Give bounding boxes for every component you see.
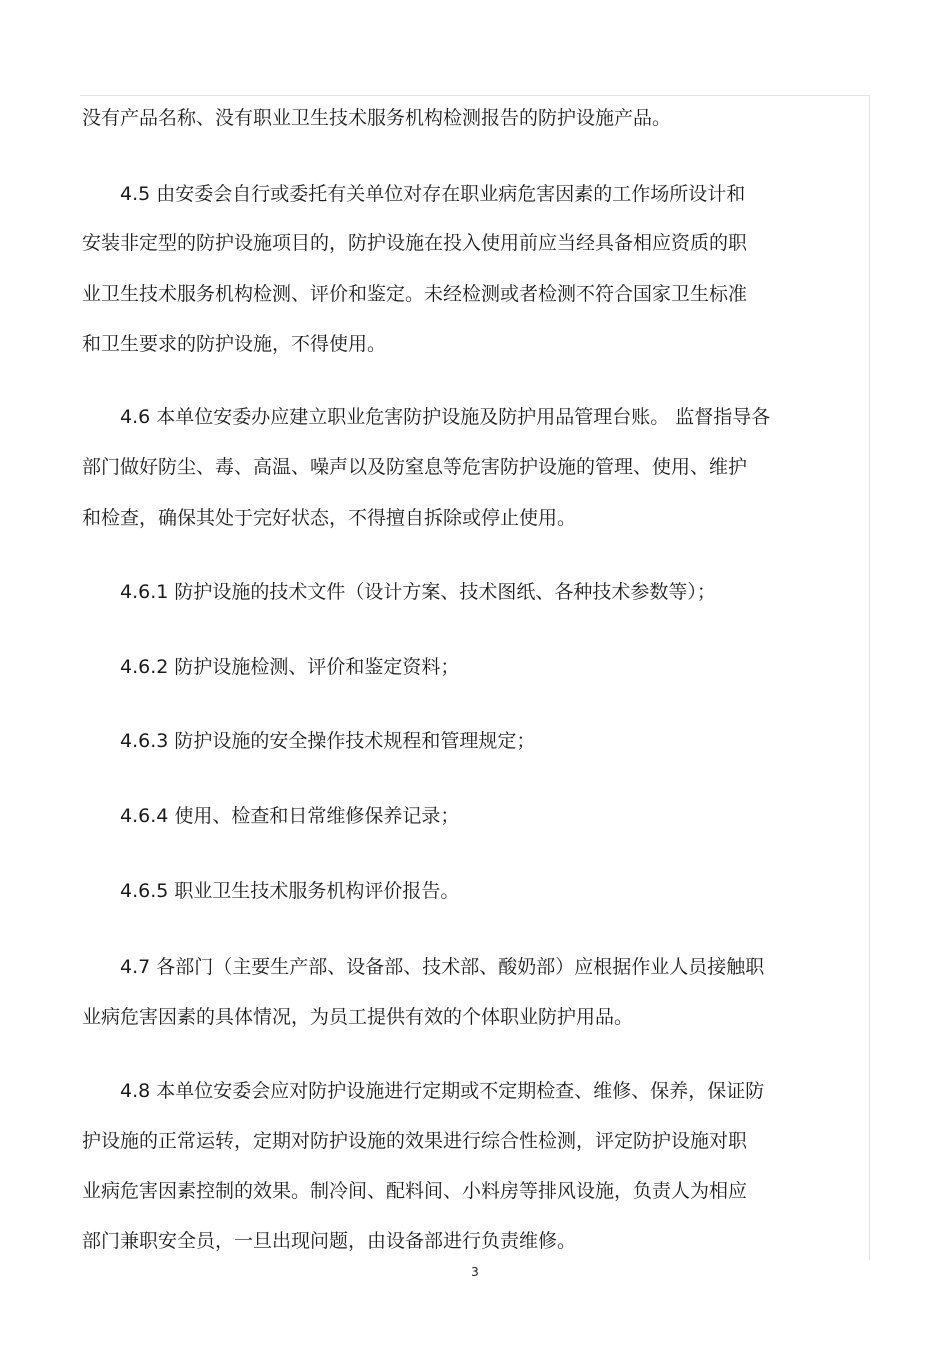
- clause-4-8: 4.8 本单位安委会应对防护设施进行定期或不定期检查、维修、保养，保证防: [120, 1080, 765, 1102]
- text-line-18: 业病危害因素控制的效果。制冷间、配料间、小料房等排风设施，负责人为相应: [82, 1180, 748, 1202]
- text-line-7: 部门做好防尘、毒、高温、噪声以及防窒息等危害防护设施的管理、使用、维护: [82, 456, 748, 478]
- clause-4-6: 4.6 本单位安委办应建立职业危害防护设施及防护用品管理台账。 监督指导各: [120, 406, 771, 428]
- clause-4-6-3: 4.6.3 防护设施的安全操作技术规程和管理规定；: [120, 730, 536, 752]
- text-line-8: 和检查，确保其处于完好状态，不得擅自拆除或停止使用。: [82, 507, 577, 529]
- clause-4-6-5: 4.6.5 职业卫生技术服务机构评价报告。: [120, 880, 460, 902]
- clause-4-7: 4.7 各部门（主要生产部、设备部、技术部、酸奶部）应根据作业人员接触职: [120, 956, 765, 978]
- clause-4-5: 4.5 由安委会自行或委托有关单位对存在职业病危害因素的工作场所设计和: [120, 183, 746, 205]
- text-line-17: 护设施的正常运转，定期对防护设施的效果进行综合性检测，评定防护设施对职: [82, 1130, 748, 1152]
- page-number: 3: [471, 1265, 479, 1279]
- clause-4-6-4: 4.6.4 使用、检查和日常维修保养记录；: [120, 805, 460, 827]
- text-line-5: 和卫生要求的防护设施，不得使用。: [82, 333, 387, 355]
- clause-4-6-1: 4.6.1 防护设施的技术文件（设计方案、技术图纸、各种技术参数等）；: [120, 581, 716, 603]
- text-line-3: 安装非定型的防护设施项目的，防护设施在投入使用前应当经具备相应资质的职: [82, 232, 748, 254]
- text-line-1: 没有产品名称、没有职业卫生技术服务机构检测报告的防护设施产品。: [82, 107, 672, 129]
- clause-4-6-2: 4.6.2 防护设施检测、评价和鉴定资料；: [120, 656, 460, 678]
- text-line-4: 业卫生技术服务机构检测、评价和鉴定。未经检测或者检测不符合国家卫生标准: [82, 283, 748, 305]
- text-line-15: 业病危害因素的具体情况，为员工提供有效的个体职业防护用品。: [82, 1006, 634, 1028]
- page-border-right: [869, 95, 870, 1260]
- text-line-19: 部门兼职安全员，一旦出现问题，由设备部进行负责维修。: [82, 1230, 577, 1252]
- page-border-top: [80, 95, 870, 96]
